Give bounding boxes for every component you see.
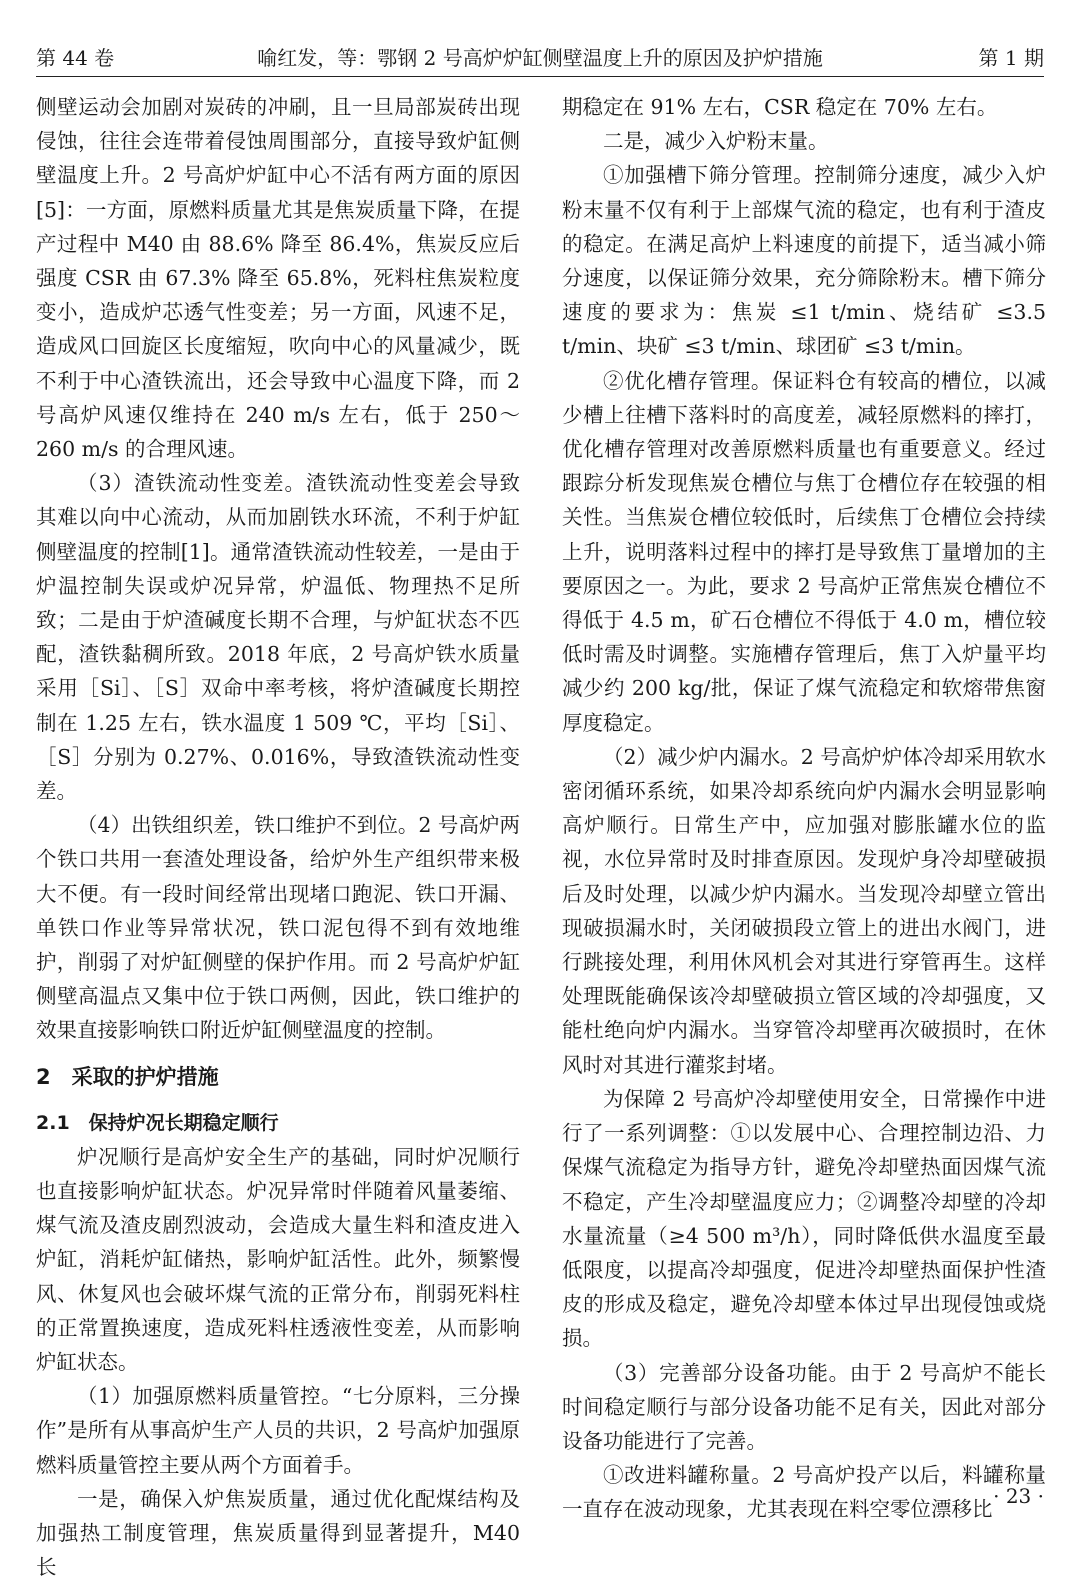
left-column	[36, 90, 520, 1584]
paragraph: 为保障 2 号高炉冷却壁使用安全，日常操作中进行了一系列调整：①以发展中心、合理控制边沿、力保煤气流稳定为指导方针，避免冷却壁热面因煤气流不稳定，产生冷却壁温度应力；②调整冷却壁的冷却水量流量（≥4 500 m³/h），同时降低供水温度至最低限度，以提高冷却强度，促进冷却壁热面保护性渣皮的形成及稳定，避免冷却壁本体过早出现侵蚀或烧损。	[562, 1086, 1046, 1351]
paragraph: ①改进料罐称量。2 号高炉投产以后，料罐称量一直存在波动现象，尤其表现在料空零位漂移比	[562, 1463, 1046, 1522]
subsection-heading: 2.1 保持炉况长期稳定顺行	[36, 1111, 279, 1134]
section-heading: 2 采取的护炉措施	[36, 1064, 219, 1089]
paragraph: 炉况顺行是高炉安全生产的基础，同时炉况顺行也直接影响炉缸状态。炉况异常时伴随着风量萎缩、煤气流及渣皮剧烈波动，会造成大量生料和渣皮进入炉缸，消耗炉缸储热，影响炉缸活性。此外，频繁慢风、休复风也会破坏煤气流的正常分布，削弱死料柱的正常置换速度，造成死料柱透液性变差，从而影响炉缸状态。	[36, 1144, 520, 1374]
paragraph: 一是，确保入炉焦炭质量，通过优化配煤结构及加强热工制度管理，焦炭质量得到显著提升，M40 长	[36, 1486, 520, 1580]
volume-label: 第 44 卷	[36, 46, 115, 70]
paragraph: 侧壁运动会加剧对炭砖的冲刷，且一旦局部炭砖出现侵蚀，往往会连带着侵蚀周围部分，直接导致炉缸侧壁温度上升。2 号高炉炉缸中心不活有两方面的原因[5]：一方面，原燃料质量尤其是焦炭质量下降，在提产过程中 M40 由 88.6% 降至 86.4%，焦炭反应后强度 CSR 由 67.3% 降至 65.8%，死料柱焦炭粒度变小，造成炉芯透气性变差；另一方面，风速不足，造成风口回旋区长度缩短，吹向中心的风量减少，既不利于中心渣铁流出，还会导致中心温度下降，而 2 号高炉风速仅维持在 240 m/s 左右，低于 250～260 m/s 的合理风速。	[36, 95, 520, 462]
issue-label: 第 1 期	[978, 46, 1044, 70]
right-column	[562, 90, 1046, 1527]
paragraph: ②优化槽存管理。保证料仓有较高的槽位，以减少槽上往槽下落料时的高度差，减轻原燃料的摔打，优化槽存管理对改善原燃料质量也有重要意义。经过跟踪分析发现焦炭仓槽位与焦丁仓槽位存在较强的相关性。当焦炭仓槽位较低时，后续焦丁仓槽位会持续上升，说明落料过程中的摔打是导致焦丁量增加的主要原因之一。为此，要求 2 号高炉正常焦炭仓槽位不得低于 4.5 m，矿石仓槽位不得低于 4.0 m，槽位较低时需及时调整。实施槽存管理后，焦丁入炉量平均减少约 200 kg/批，保证了煤气流稳定和软熔带焦窗厚度稳定。	[562, 368, 1046, 735]
paragraph: （1）加强原燃料质量管控。“七分原料，三分操作”是所有从事高炉生产人员的共识，2 号高炉加强原燃料质量管控主要从两个方面着手。	[36, 1384, 520, 1477]
paragraph: （2）减少炉内漏水。2 号高炉炉体冷却采用软水密闭循环系统，如果冷却系统向炉内漏水会明显影响高炉顺行。日常生产中，应加强对膨胀罐水位的监视，水位异常时及时排查原因。发现炉身冷却壁破损后及时处理，以减少炉内漏水。当发现冷却壁立管出现破损漏水时，关闭破损段立管上的进出水阀门，进行跳接处理，利用休风机会对其进行穿管再生。这样处理既能确保该冷却壁破损立管区域的冷却强度，又能杜绝向炉内漏水。当穿管冷却壁再次破损时，在休风时对其进行灌浆封堵。	[562, 744, 1046, 1077]
running-title: 喻红发，等：鄂钢 2 号高炉炉缸侧壁温度上升的原因及护炉措施	[257, 46, 823, 70]
running-header	[36, 36, 1044, 76]
paragraph: （3）渣铁流动性变差。渣铁流动性变差会导致其难以向中心流动，从而加剧铁水环流，不利于炉缸侧壁温度的控制[1]。通常渣铁流动性较差，一是由于炉温控制失误或炉况异常，炉温低、物理热不足所致；二是由于炉渣碱度长期不合理，与炉缸状态不匹配，渣铁黏稠所致。2018 年底，2 号高炉铁水质量采用［Si］、［S］双命中率考核，将炉渣碱度长期控制在 1.25 左右，铁水温度 1 509 ℃，平均［Si］、［S］分别为 0.27%、0.016%，导致渣铁流动性变差。	[36, 471, 520, 804]
paragraph: （3）完善部分设备功能。由于 2 号高炉不能长时间稳定顺行与部分设备功能不足有关，因此对部分设备功能进行了完善。	[562, 1360, 1046, 1453]
page-number: · 23 ·	[993, 1484, 1044, 1508]
paragraph: （4）出铁组织差，铁口维护不到位。2 号高炉两个铁口共用一套渣处理设备，给炉外生产组织带来极大不便。有一段时间经常出现堵口跑泥、铁口开漏、单铁口作业等异常状况，铁口泥包得不到有效地维护，削弱了对炉缸侧壁的保护作用。而 2 号高炉炉缸侧壁高温点又集中位于铁口两侧，因此，铁口维护的效果直接影响铁口附近炉缸侧壁温度的控制。	[36, 813, 520, 1043]
header-rule	[36, 76, 1044, 77]
paragraph: 二是，减少入炉粉末量。	[603, 129, 829, 154]
paragraph: ①加强槽下筛分管理。控制筛分速度，减少入炉粉末量不仅有利于上部煤气流的稳定，也有利于渣皮的稳定。在满足高炉上料速度的前提下，适当减小筛分速度，以保证筛分效果，充分筛除粉末。槽下筛分速度的要求为：焦炭 ≤1 t/min、烧结矿 ≤3.5 t/min、块矿 ≤3 t/min、球团矿 ≤3 t/min。	[562, 163, 1046, 359]
paragraph: 期稳定在 91% 左右，CSR 稳定在 70% 左右。	[562, 95, 998, 119]
